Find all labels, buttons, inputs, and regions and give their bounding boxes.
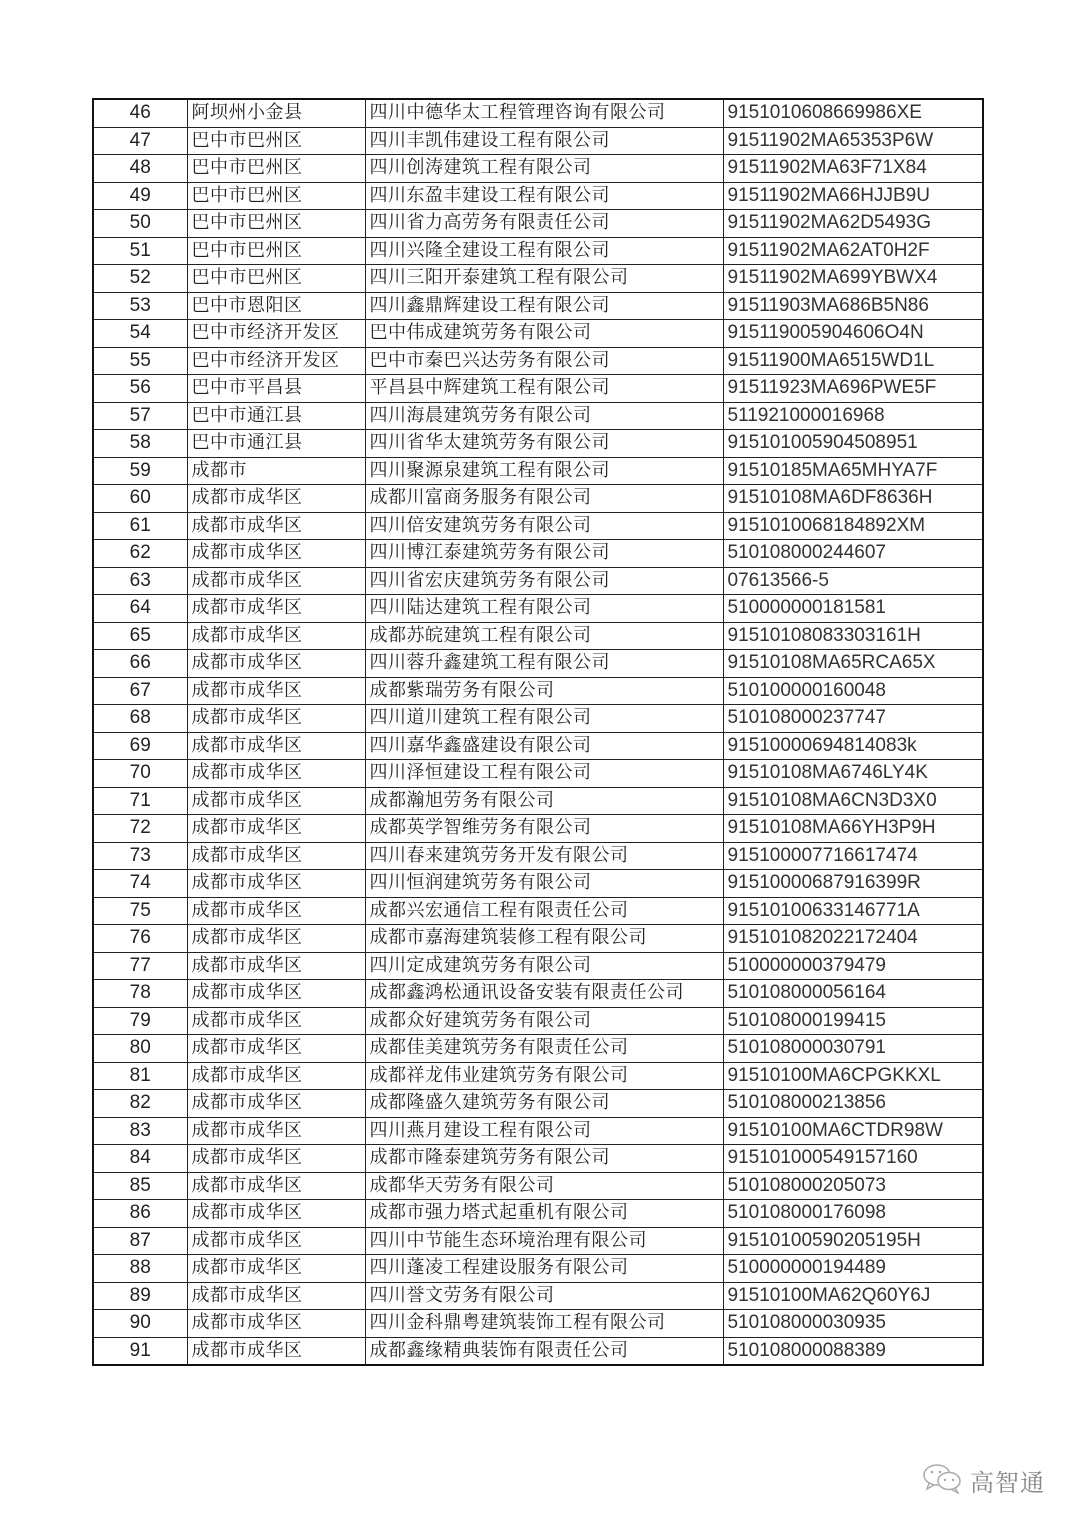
region-cell: 成都市成华区: [187, 677, 365, 705]
credit-code-cell: 915101000549157160: [723, 1145, 983, 1173]
region-cell: 成都市成华区: [187, 1255, 365, 1283]
region-cell: 成都市成华区: [187, 870, 365, 898]
credit-code-cell: 915101005904508951: [723, 430, 983, 458]
table-row: [93, 567, 983, 595]
table-row: [93, 1172, 983, 1200]
credit-code-cell: 07613566-5: [723, 567, 983, 595]
table-row: [93, 760, 983, 788]
row-number-cell: 52: [93, 265, 187, 293]
credit-code-cell: 91511900MA6515WD1L: [723, 347, 983, 375]
row-number-cell: 77: [93, 952, 187, 980]
region-cell: 成都市成华区: [187, 1282, 365, 1310]
region-cell: 成都市成华区: [187, 732, 365, 760]
credit-code-cell: 91510108MA6746LY4K: [723, 760, 983, 788]
table-row: [93, 705, 983, 733]
credit-code-cell: 91511902MA66HJJB9U: [723, 182, 983, 210]
region-cell: 成都市成华区: [187, 952, 365, 980]
credit-code-cell: 91511923MA696PWE5F: [723, 375, 983, 403]
company-name-cell: 成都川富商务服务有限公司: [365, 485, 723, 513]
region-cell: 成都市成华区: [187, 842, 365, 870]
table-row: [93, 402, 983, 430]
company-name-cell: 成都瀚旭劳务有限公司: [365, 787, 723, 815]
table-row: [93, 1145, 983, 1173]
credit-code-cell: 91510100MA62Q60Y6J: [723, 1282, 983, 1310]
row-number-cell: 68: [93, 705, 187, 733]
company-name-cell: 四川燕月建设工程有限公司: [365, 1117, 723, 1145]
table-row: [93, 1117, 983, 1145]
region-cell: 巴中市巴州区: [187, 265, 365, 293]
table-row: [93, 127, 983, 155]
region-cell: 成都市成华区: [187, 512, 365, 540]
table-row: [93, 347, 983, 375]
company-name-cell: 成都市强力塔式起重机有限公司: [365, 1200, 723, 1228]
credit-code-cell: 510000000194489: [723, 1255, 983, 1283]
table-row: [93, 99, 983, 127]
company-name-cell: 成都佳美建筑劳务有限责任公司: [365, 1035, 723, 1063]
credit-code-cell: 510100000160048: [723, 677, 983, 705]
table-row: [93, 210, 983, 238]
table-row: [93, 1007, 983, 1035]
credit-code-cell: 91510100MA6CTDR98W: [723, 1117, 983, 1145]
table-row: [93, 897, 983, 925]
company-name-cell: 四川倍安建筑劳务有限公司: [365, 512, 723, 540]
region-cell: 成都市成华区: [187, 897, 365, 925]
row-number-cell: 70: [93, 760, 187, 788]
table-row: [93, 622, 983, 650]
table-row: [93, 870, 983, 898]
company-name-cell: 成都市隆泰建筑劳务有限公司: [365, 1145, 723, 1173]
row-number-cell: 46: [93, 99, 187, 127]
credit-code-cell: 510000000181581: [723, 595, 983, 623]
table-row: [93, 320, 983, 348]
credit-code-cell: 510108000056164: [723, 980, 983, 1008]
credit-code-cell: 91510100633146771A: [723, 897, 983, 925]
credit-code-cell: 91511902MA63F71X84: [723, 155, 983, 183]
table-row: [93, 430, 983, 458]
row-number-cell: 54: [93, 320, 187, 348]
credit-code-cell: 510108000244607: [723, 540, 983, 568]
table-row: [93, 952, 983, 980]
credit-code-cell: 510108000213856: [723, 1090, 983, 1118]
region-cell: 巴中市巴州区: [187, 210, 365, 238]
credit-code-cell: 510108000176098: [723, 1200, 983, 1228]
region-cell: 成都市成华区: [187, 1227, 365, 1255]
row-number-cell: 71: [93, 787, 187, 815]
region-cell: 成都市成华区: [187, 622, 365, 650]
credit-code-cell: 91510000694814083k: [723, 732, 983, 760]
region-cell: 成都市成华区: [187, 540, 365, 568]
table-row: [93, 1035, 983, 1063]
company-name-cell: 四川嘉华鑫盛建设有限公司: [365, 732, 723, 760]
credit-code-cell: 510108000205073: [723, 1172, 983, 1200]
watermark-text: 高智通: [970, 1468, 1045, 1497]
row-number-cell: 58: [93, 430, 187, 458]
row-number-cell: 84: [93, 1145, 187, 1173]
table-row: [93, 237, 983, 265]
company-name-cell: 平昌县中辉建筑工程有限公司: [365, 375, 723, 403]
region-cell: 巴中市巴州区: [187, 182, 365, 210]
table-row: [93, 842, 983, 870]
credit-code-cell: 510108000030935: [723, 1310, 983, 1338]
company-name-cell: 四川鑫鼎辉建设工程有限公司: [365, 292, 723, 320]
company-name-cell: 四川省力高劳务有限责任公司: [365, 210, 723, 238]
company-name-cell: 成都市嘉海建筑装修工程有限公司: [365, 925, 723, 953]
row-number-cell: 80: [93, 1035, 187, 1063]
region-cell: 成都市成华区: [187, 1062, 365, 1090]
region-cell: 巴中市通江县: [187, 402, 365, 430]
table-row: [93, 1282, 983, 1310]
row-number-cell: 74: [93, 870, 187, 898]
region-cell: 成都市成华区: [187, 595, 365, 623]
credit-code-cell: 9151010608669986XE: [723, 99, 983, 127]
region-cell: 巴中市经济开发区: [187, 347, 365, 375]
row-number-cell: 89: [93, 1282, 187, 1310]
credit-code-cell: 91510108MA6DF8636H: [723, 485, 983, 513]
watermark: [922, 1462, 1045, 1498]
table-row: [93, 512, 983, 540]
region-cell: 成都市成华区: [187, 1172, 365, 1200]
region-cell: 阿坝州小金县: [187, 99, 365, 127]
region-cell: 巴中市通江县: [187, 430, 365, 458]
company-name-cell: 四川创涛建筑工程有限公司: [365, 155, 723, 183]
company-name-cell: 巴中市秦巴兴达劳务有限公司: [365, 347, 723, 375]
table-row: [93, 1062, 983, 1090]
company-name-cell: 成都英学智维劳务有限公司: [365, 815, 723, 843]
row-number-cell: 69: [93, 732, 187, 760]
credit-code-cell: 511921000016968: [723, 402, 983, 430]
region-cell: 成都市成华区: [187, 980, 365, 1008]
table-row: [93, 925, 983, 953]
row-number-cell: 62: [93, 540, 187, 568]
region-cell: 成都市成华区: [187, 705, 365, 733]
company-name-cell: 成都祥龙伟业建筑劳务有限公司: [365, 1062, 723, 1090]
company-table-body: [93, 99, 983, 1365]
region-cell: 成都市成华区: [187, 485, 365, 513]
company-name-cell: 四川海晨建筑劳务有限公司: [365, 402, 723, 430]
company-name-cell: 四川泽恒建设工程有限公司: [365, 760, 723, 788]
credit-code-cell: 510000000379479: [723, 952, 983, 980]
company-name-cell: 四川道川建筑工程有限公司: [365, 705, 723, 733]
company-name-cell: 成都华天劳务有限公司: [365, 1172, 723, 1200]
table-row: [93, 265, 983, 293]
row-number-cell: 63: [93, 567, 187, 595]
table-row: [93, 1200, 983, 1228]
company-name-cell: 四川定成建筑劳务有限公司: [365, 952, 723, 980]
row-number-cell: 49: [93, 182, 187, 210]
table-row: [93, 650, 983, 678]
company-name-cell: 四川兴隆全建设工程有限公司: [365, 237, 723, 265]
row-number-cell: 87: [93, 1227, 187, 1255]
company-name-cell: 成都众好建筑劳务有限公司: [365, 1007, 723, 1035]
credit-code-cell: 510108000199415: [723, 1007, 983, 1035]
region-cell: 成都市成华区: [187, 567, 365, 595]
region-cell: 成都市成华区: [187, 650, 365, 678]
credit-code-cell: 510108000030791: [723, 1035, 983, 1063]
row-number-cell: 65: [93, 622, 187, 650]
table-row: [93, 1337, 983, 1365]
company-name-cell: 四川中节能生态环境治理有限公司: [365, 1227, 723, 1255]
table-row: [93, 457, 983, 485]
credit-code-cell: 91510100590205195H: [723, 1227, 983, 1255]
region-cell: 巴中市恩阳区: [187, 292, 365, 320]
row-number-cell: 59: [93, 457, 187, 485]
credit-code-cell: 91510108MA66YH3P9H: [723, 815, 983, 843]
row-number-cell: 75: [93, 897, 187, 925]
company-name-cell: 四川陆达建筑工程有限公司: [365, 595, 723, 623]
table-row: [93, 1255, 983, 1283]
company-name-cell: 成都隆盛久建筑劳务有限公司: [365, 1090, 723, 1118]
row-number-cell: 47: [93, 127, 187, 155]
region-cell: 成都市成华区: [187, 1117, 365, 1145]
credit-code-cell: 510108000088389: [723, 1337, 983, 1365]
row-number-cell: 73: [93, 842, 187, 870]
table-row: [93, 1227, 983, 1255]
row-number-cell: 88: [93, 1255, 187, 1283]
region-cell: 巴中市经济开发区: [187, 320, 365, 348]
company-name-cell: 四川省宏庆建筑劳务有限公司: [365, 567, 723, 595]
table-row: [93, 1310, 983, 1338]
table-row: [93, 155, 983, 183]
row-number-cell: 90: [93, 1310, 187, 1338]
row-number-cell: 91: [93, 1337, 187, 1365]
row-number-cell: 82: [93, 1090, 187, 1118]
credit-code-cell: 91510100MA6CPGKKXL: [723, 1062, 983, 1090]
company-name-cell: 四川三阳开泰建筑工程有限公司: [365, 265, 723, 293]
row-number-cell: 53: [93, 292, 187, 320]
region-cell: 成都市成华区: [187, 787, 365, 815]
table-row: [93, 980, 983, 1008]
credit-code-cell: 91510108083303161H: [723, 622, 983, 650]
region-cell: 成都市成华区: [187, 1145, 365, 1173]
company-name-cell: 成都苏皖建筑工程有限公司: [365, 622, 723, 650]
credit-code-cell: 91510185MA65MHYA7F: [723, 457, 983, 485]
row-number-cell: 51: [93, 237, 187, 265]
table-row: [93, 485, 983, 513]
company-name-cell: 四川金科鼎粤建筑装饰工程有限公司: [365, 1310, 723, 1338]
row-number-cell: 83: [93, 1117, 187, 1145]
region-cell: 成都市成华区: [187, 1007, 365, 1035]
row-number-cell: 72: [93, 815, 187, 843]
row-number-cell: 55: [93, 347, 187, 375]
table-row: [93, 292, 983, 320]
company-name-cell: 四川省华太建筑劳务有限公司: [365, 430, 723, 458]
row-number-cell: 79: [93, 1007, 187, 1035]
row-number-cell: 48: [93, 155, 187, 183]
table-row: [93, 595, 983, 623]
region-cell: 成都市成华区: [187, 760, 365, 788]
table-row: [93, 1090, 983, 1118]
company-name-cell: 四川春来建筑劳务开发有限公司: [365, 842, 723, 870]
credit-code-cell: 91510000687916399R: [723, 870, 983, 898]
region-cell: 巴中市平昌县: [187, 375, 365, 403]
company-name-cell: 巴中伟成建筑劳务有限公司: [365, 320, 723, 348]
row-number-cell: 81: [93, 1062, 187, 1090]
region-cell: 成都市成华区: [187, 1200, 365, 1228]
company-name-cell: 四川东盈丰建设工程有限公司: [365, 182, 723, 210]
company-name-cell: 四川丰凯伟建设工程有限公司: [365, 127, 723, 155]
company-name-cell: 四川中德华太工程管理咨询有限公司: [365, 99, 723, 127]
row-number-cell: 64: [93, 595, 187, 623]
region-cell: 成都市成华区: [187, 1310, 365, 1338]
company-name-cell: 成都鑫鸿松通讯设备安装有限责任公司: [365, 980, 723, 1008]
region-cell: 成都市成华区: [187, 1337, 365, 1365]
credit-code-cell: 9151010068184892XM: [723, 512, 983, 540]
region-cell: 巴中市巴州区: [187, 155, 365, 183]
credit-code-cell: 91510108MA6CN3D3X0: [723, 787, 983, 815]
company-name-cell: 四川蓉升鑫建筑工程有限公司: [365, 650, 723, 678]
company-name-cell: 四川誉文劳务有限公司: [365, 1282, 723, 1310]
table-row: [93, 182, 983, 210]
credit-code-cell: 915100007716617474: [723, 842, 983, 870]
credit-code-cell: 915119005904606O4N: [723, 320, 983, 348]
credit-code-cell: 91511902MA65353P6W: [723, 127, 983, 155]
row-number-cell: 50: [93, 210, 187, 238]
region-cell: 成都市成华区: [187, 1090, 365, 1118]
credit-code-cell: 91511902MA62AT0H2F: [723, 237, 983, 265]
row-number-cell: 61: [93, 512, 187, 540]
credit-code-cell: 91510108MA65RCA65X: [723, 650, 983, 678]
company-name-cell: 四川博江泰建筑劳务有限公司: [365, 540, 723, 568]
region-cell: 成都市成华区: [187, 1035, 365, 1063]
company-name-cell: 成都紫瑞劳务有限公司: [365, 677, 723, 705]
company-table: [92, 98, 984, 1366]
row-number-cell: 67: [93, 677, 187, 705]
row-number-cell: 60: [93, 485, 187, 513]
region-cell: 成都市成华区: [187, 815, 365, 843]
table-row: [93, 375, 983, 403]
credit-code-cell: 510108000237747: [723, 705, 983, 733]
company-name-cell: 四川蓬凌工程建设服务有限公司: [365, 1255, 723, 1283]
credit-code-cell: 915101082022172404: [723, 925, 983, 953]
table-row: [93, 677, 983, 705]
table-row: [93, 815, 983, 843]
credit-code-cell: 91511903MA686B5N86: [723, 292, 983, 320]
table-row: [93, 540, 983, 568]
wechat-icon: [922, 1462, 964, 1498]
credit-code-cell: 91511902MA62D5493G: [723, 210, 983, 238]
row-number-cell: 56: [93, 375, 187, 403]
company-name-cell: 成都兴宏通信工程有限责任公司: [365, 897, 723, 925]
table-row: [93, 732, 983, 760]
row-number-cell: 78: [93, 980, 187, 1008]
row-number-cell: 85: [93, 1172, 187, 1200]
region-cell: 成都市成华区: [187, 925, 365, 953]
row-number-cell: 57: [93, 402, 187, 430]
region-cell: 成都市: [187, 457, 365, 485]
company-name-cell: 四川聚源泉建筑工程有限公司: [365, 457, 723, 485]
company-name-cell: 成都鑫缘精典装饰有限责任公司: [365, 1337, 723, 1365]
table-row: [93, 787, 983, 815]
credit-code-cell: 91511902MA699YBWX4: [723, 265, 983, 293]
region-cell: 巴中市巴州区: [187, 127, 365, 155]
region-cell: 巴中市巴州区: [187, 237, 365, 265]
company-name-cell: 四川恒润建筑劳务有限公司: [365, 870, 723, 898]
row-number-cell: 76: [93, 925, 187, 953]
row-number-cell: 86: [93, 1200, 187, 1228]
row-number-cell: 66: [93, 650, 187, 678]
